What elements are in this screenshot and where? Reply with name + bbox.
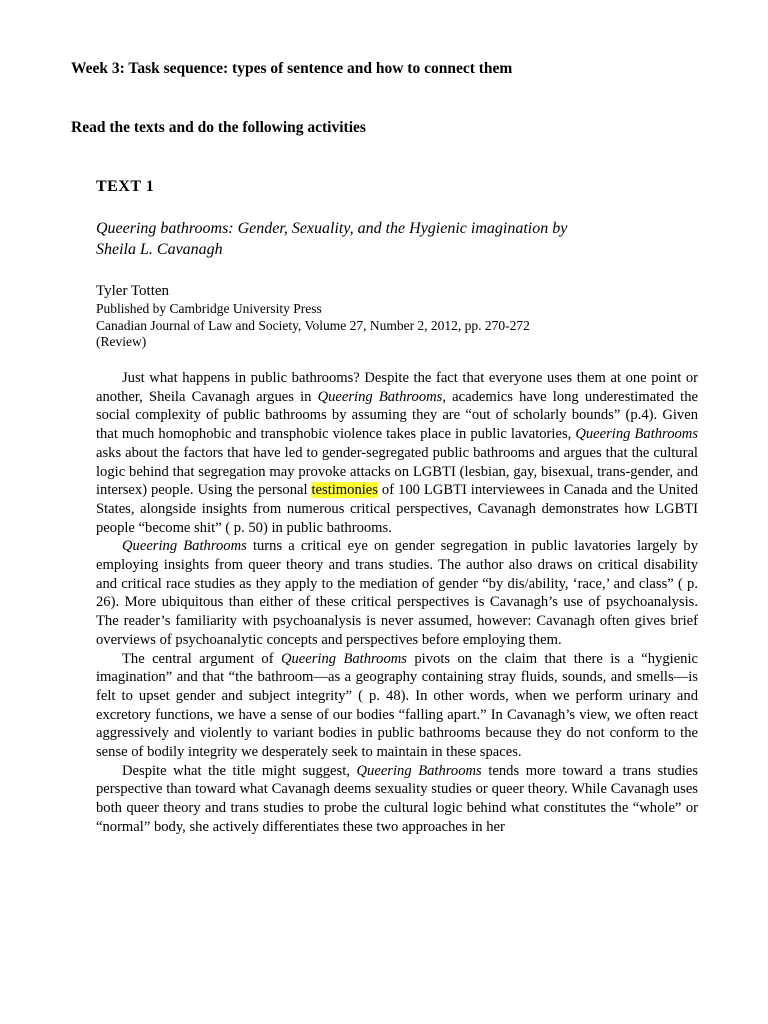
paragraph-3: [96, 650, 698, 762]
book-title-ref: Queering Bathrooms: [122, 538, 247, 555]
text-run: Just what happens in public bathrooms? Despite the fact that everyone uses them at one point or another, Sheila Cavanagh argues in: [96, 370, 698, 405]
publisher-line: Published by Cambridge University Press: [96, 301, 322, 316]
review-author: Tyler Totten: [96, 283, 170, 299]
paragraph-2: [96, 537, 698, 649]
book-title-ref: Queering Bathrooms: [356, 762, 482, 779]
review-type: (Review): [96, 334, 147, 349]
book-title: [96, 218, 696, 260]
text-run: The central argument of: [122, 650, 281, 667]
text-run: of 100 LGBTI interviewees in Canada and the United States, alongside insights from numerous critical perspectives, Cavanagh demonstrates how LGBTI people “become shit” ( p. 50) in public bathrooms.: [96, 482, 698, 536]
text-run: asks about the factors that have led to gender-segregated public bathrooms and argues that the cultural logic behind that segregation may provoke attacks on LGBTI (lesbian, gay, bisexual, trans-gender, and intersex) people. Using the personal: [96, 444, 698, 499]
text-run: Despite what the title might suggest,: [122, 762, 357, 779]
book-title-ref: Queering Bathrooms: [280, 650, 407, 667]
citation-block: [96, 282, 696, 351]
book-title-ref: Queering Bathrooms: [575, 426, 699, 443]
text-run: turns a critical eye on gender segregation in public lavatories largely by employing insights from queer theory and trans studies. The author also draws on critical disability and critical race studies as they apply to the mediation of gender “by dis/ability, ‘race,’ and class” ( p. 26). More ubiquitous than either of these critical perspectives is Cavanagh’s use of psychoanalysis. The reader’s familiarity with psychoanalysis is never assumed, however: Cavanagh often gives brief overviews of psychoanalytic concepts and perspectives before employing them.: [96, 538, 699, 648]
journal-line: Canadian Journal of Law and Society, Volume 27, Number 2, 2012, pp. 270-272: [96, 317, 530, 333]
paragraph-1: [96, 369, 698, 537]
highlighted-word: testimonies: [311, 482, 378, 499]
text-run: tends more toward a trans studies perspective than toward what Cavanagh deems sexuality studies or queer theory. While Cavanagh uses both queer theory and trans studies to probe the cultural logic behind what constitutes the “whole” or “normal” body, she actively differentiates these two approaches in her: [96, 762, 699, 835]
week-heading: Week 3: Task sequence: types of sentence and how to connect them: [71, 60, 513, 77]
text-label: TEXT 1: [96, 178, 155, 195]
book-title-line-1: Queering bathrooms: Gender, Sexuality, and the Hygienic imagination by: [96, 220, 568, 237]
text-run: , academics have long underestimated the social complexity of public bathrooms by assuming they are “out of scholarly bounds” (p.4). Given that much homophobic and transphobic violence takes place in public lavatories,: [96, 388, 698, 443]
paragraph-4: [96, 762, 698, 837]
instruction-heading: Read the texts and do the following activities: [71, 119, 366, 136]
book-title-ref: Queering Bathrooms: [317, 388, 443, 405]
book-title-line-2: Sheila L. Cavanagh: [96, 241, 223, 258]
text-run: pivots on the claim that there is a “hygienic imagination” and that “the bathroom—as a geography containing stray fluids, sounds, and smells—is felt to upset gender and subject integrity” ( p. 48). In other words, when we perform urinary and excretory functions, we have a sense of our bodies “falling apart.” In Cavanagh’s view, we often react aggressively and violently to variant bodies in public bathrooms because they do not conform to the sense of bodily integrity we desperately seek to maintain in these spaces.: [96, 650, 698, 761]
review-body: [96, 369, 698, 837]
